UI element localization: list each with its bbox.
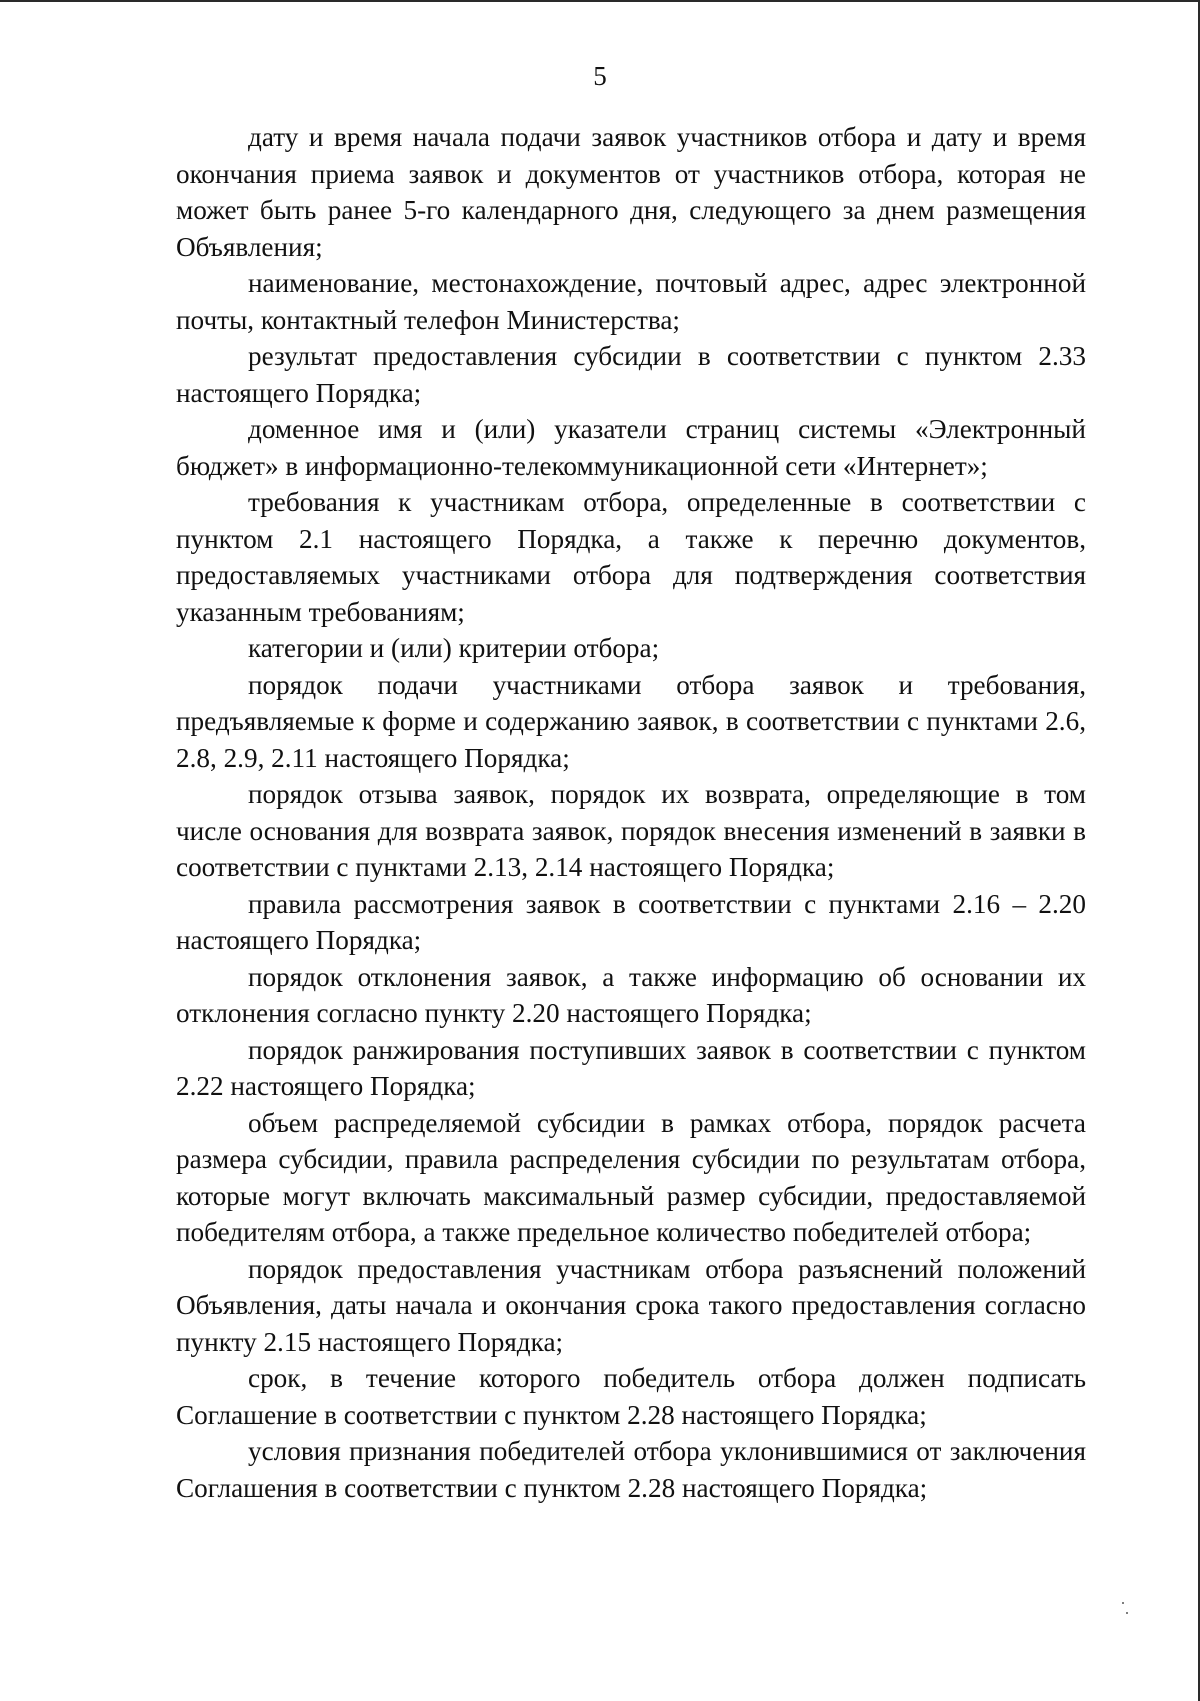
paragraph: порядок отзыва заявок, порядок их возврата, определяющие в том числе основания для возврата заявок, порядок внесения изменений в заявки в соответствии с пунктами 2.13, 2.14 настоящего Порядка; <box>176 779 1086 882</box>
paragraph: условия признания победителей отбора уклонившимися от заключения Соглашения в соответствии с пунктом 2.28 настоящего Порядка; <box>176 1436 1086 1503</box>
paragraph: доменное имя и (или) указатели страниц системы «Электронный бюджет» в информационно-телекоммуникационной сети «Интернет»; <box>176 414 1086 481</box>
paragraph: срок, в течение которого победитель отбора должен подписать Соглашение в соответствии с пунктом 2.28 настоящего Порядка; <box>176 1363 1086 1430</box>
paragraph: правила рассмотрения заявок в соответствии с пунктами 2.16 – 2.20 настоящего Порядка; <box>176 888 1086 955</box>
paragraph: наименование, местонахождение, почтовый адрес, адрес электронной почты, контактный телефон Министерства; <box>176 268 1086 335</box>
scan-speck <box>1126 1612 1128 1614</box>
paragraph: порядок отклонения заявок, а также информацию об основании их отклонения согласно пункту 2.20 настоящего Порядка; <box>176 961 1086 1028</box>
paragraph: результат предоставления субсидии в соответствии с пунктом 2.33 настоящего Порядка; <box>176 341 1086 408</box>
paragraph: порядок ранжирования поступивших заявок в соответствии с пунктом 2.22 настоящего Порядка; <box>176 1034 1086 1101</box>
paragraph: дату и время начала подачи заявок участников отбора и дату и время окончания приема заявок и документов от участников отбора, которая не может быть ранее 5-го календарного дня, следующего за днем размещения Объявления; <box>176 122 1086 262</box>
paragraph: требования к участникам отбора, определенные в соответствии с пунктом 2.1 настоящего Порядка, а также к перечню документов, предоставляемых участниками отбора для подтверждения соответствия указанным требованиям; <box>176 487 1086 627</box>
paragraph: порядок подачи участниками отбора заявок и требования, предъявляемые к форме и содержанию заявок, в соответствии с пунктами 2.6, 2.8, 2.9, 2.11 настоящего Порядка; <box>176 669 1086 773</box>
scan-speck <box>1122 1602 1124 1604</box>
paragraph: категории и (или) критерии отбора; <box>248 633 660 663</box>
scan-border-top <box>0 0 1200 2</box>
paragraph: порядок предоставления участникам отбора разъяснений положений Объявления, даты начала и окончания срока такого предоставления согласно пункту 2.15 настоящего Порядка; <box>176 1253 1086 1357</box>
page-number: 5 <box>593 61 607 91</box>
document-body <box>176 119 1086 1506</box>
paragraph: объем распределяемой субсидии в рамках отбора, порядок расчета размера субсидии, правила распределения субсидии по результатам отбора, которые могут включать максимальный размер субсидии, предоставляемой победителям отбора, а также предельное количество победителей отбора; <box>176 1107 1086 1247</box>
